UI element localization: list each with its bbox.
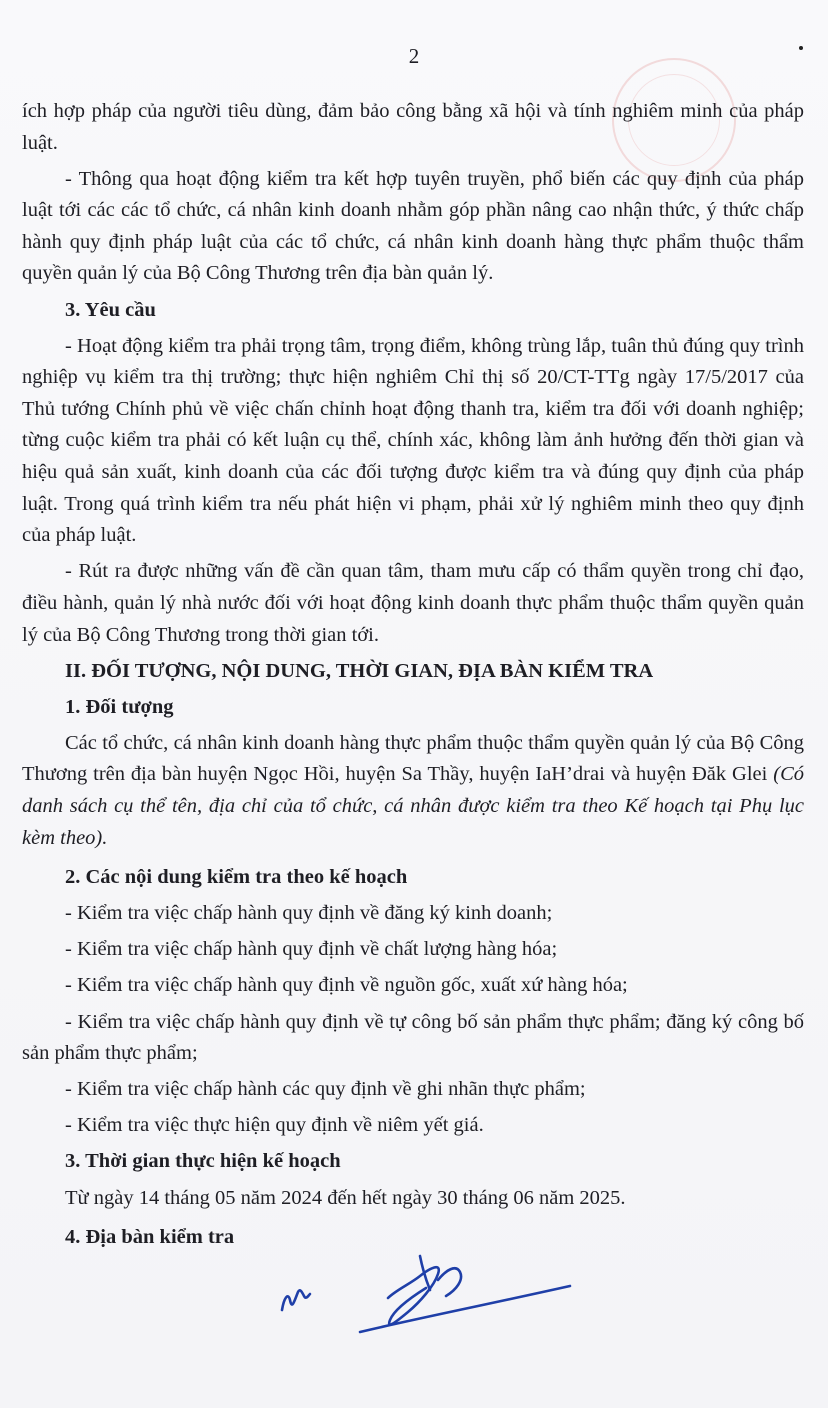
paragraph-lessons: - Rút ra được những vấn đề cần quan tâm, tham mưu cấp có thẩm quyền trong chỉ đạo, điều hành, quản lý nhà nước đối với hoạt động kinh doanh thực phẩm thuộc thẩm quyền quản lý của Bộ Công Thương trong thời gian tới. bbox=[22, 560, 804, 646]
list-item: - Kiểm tra việc chấp hành quy định về nguồn gốc, xuất xứ hàng hóa; bbox=[65, 974, 628, 997]
heading-requirements: 3. Yêu cầu bbox=[65, 298, 156, 321]
document-body bbox=[22, 96, 804, 1254]
handwritten-signature bbox=[270, 1240, 590, 1340]
subjects-note: (Có danh sách cụ thể tên, địa chỉ của tổ chức, cá nhân được kiểm tra theo Kế hoạch tại Phụ lục kèm theo). bbox=[22, 763, 804, 849]
list-item: - Kiểm tra việc chấp hành quy định về chất lượng hàng hóa; bbox=[65, 938, 558, 961]
list-item: - Kiểm tra việc thực hiện quy định về niêm yết giá. bbox=[65, 1114, 484, 1137]
heading-locations: 4. Địa bàn kiểm tra bbox=[65, 1226, 235, 1249]
section-heading-ii: II. ĐỐI TƯỢNG, NỘI DUNG, THỜI GIAN, ĐỊA BÀN KIỂM TRA bbox=[65, 659, 654, 682]
heading-subjects: 1. Đối tượng bbox=[65, 695, 174, 718]
subjects-text: Các tổ chức, cá nhân kinh doanh hàng thực phẩm thuộc thẩm quyền quản lý của Bộ Công Thương trên địa bàn huyện Ngọc Hồi, huyện Sa Thầy, huyện IaH’drai và huyện Đăk Glei bbox=[22, 731, 804, 786]
page-number: 2 bbox=[408, 44, 420, 68]
list-item: - Kiểm tra việc chấp hành quy định về đăng ký kinh doanh; bbox=[65, 902, 553, 925]
heading-contents: 2. Các nội dung kiểm tra theo kế hoạch bbox=[65, 866, 408, 889]
speck-mark bbox=[799, 46, 803, 50]
paragraph-subjects bbox=[22, 728, 804, 854]
paragraph-propaganda: - Thông qua hoạt động kiểm tra kết hợp tuyên truyền, phổ biến các quy định của pháp luật tới các các tổ chức, cá nhân kinh doanh nhằm góp phần nâng cao nhận thức, ý thức chấp hành quy định pháp luật của các tổ chức, cá nhân kinh doanh hàng thực phẩm thuộc thẩm quyền quản lý của Bộ Công Thương trên địa bàn quản lý. bbox=[22, 167, 804, 285]
list-item: - Kiểm tra việc chấp hành quy định về tự công bố sản phẩm thực phẩm; đăng ký công bố sản phẩm thực phẩm; bbox=[22, 1010, 804, 1065]
paragraph-rights: ích hợp pháp của người tiêu dùng, đảm bảo công bằng xã hội và tính nghiêm minh của pháp luật. bbox=[22, 100, 804, 154]
paragraph-timeline: Từ ngày 14 tháng 05 năm 2024 đến hết ngày 30 tháng 06 năm 2025. bbox=[65, 1186, 626, 1209]
paragraph-inspection-rules: - Hoạt động kiểm tra phải trọng tâm, trọng điểm, không trùng lắp, tuân thủ đúng quy trình nghiệp vụ kiểm tra thị trường; thực hiện nghiêm Chỉ thị số 20/CT-TTg ngày 17/5/2017 của Thủ tướng Chính phủ về việc chấn chỉnh hoạt động thanh tra, kiểm tra đối với doanh nghiệp; từng cuộc kiểm tra phải có kết luận cụ thể, chính xác, không làm ảnh hưởng đến thời gian và hiệu quả sản xuất, kinh doanh của các đối tượng được kiểm tra và đúng quy định của pháp luật. Trong quá trình kiểm tra nếu phát hiện vi phạm, phải xử lý nghiêm minh theo quy định của pháp luật. bbox=[22, 334, 804, 547]
list-item: - Kiểm tra việc chấp hành các quy định về ghi nhãn thực phẩm; bbox=[65, 1078, 586, 1101]
heading-timeline: 3. Thời gian thực hiện kế hoạch bbox=[65, 1150, 341, 1173]
